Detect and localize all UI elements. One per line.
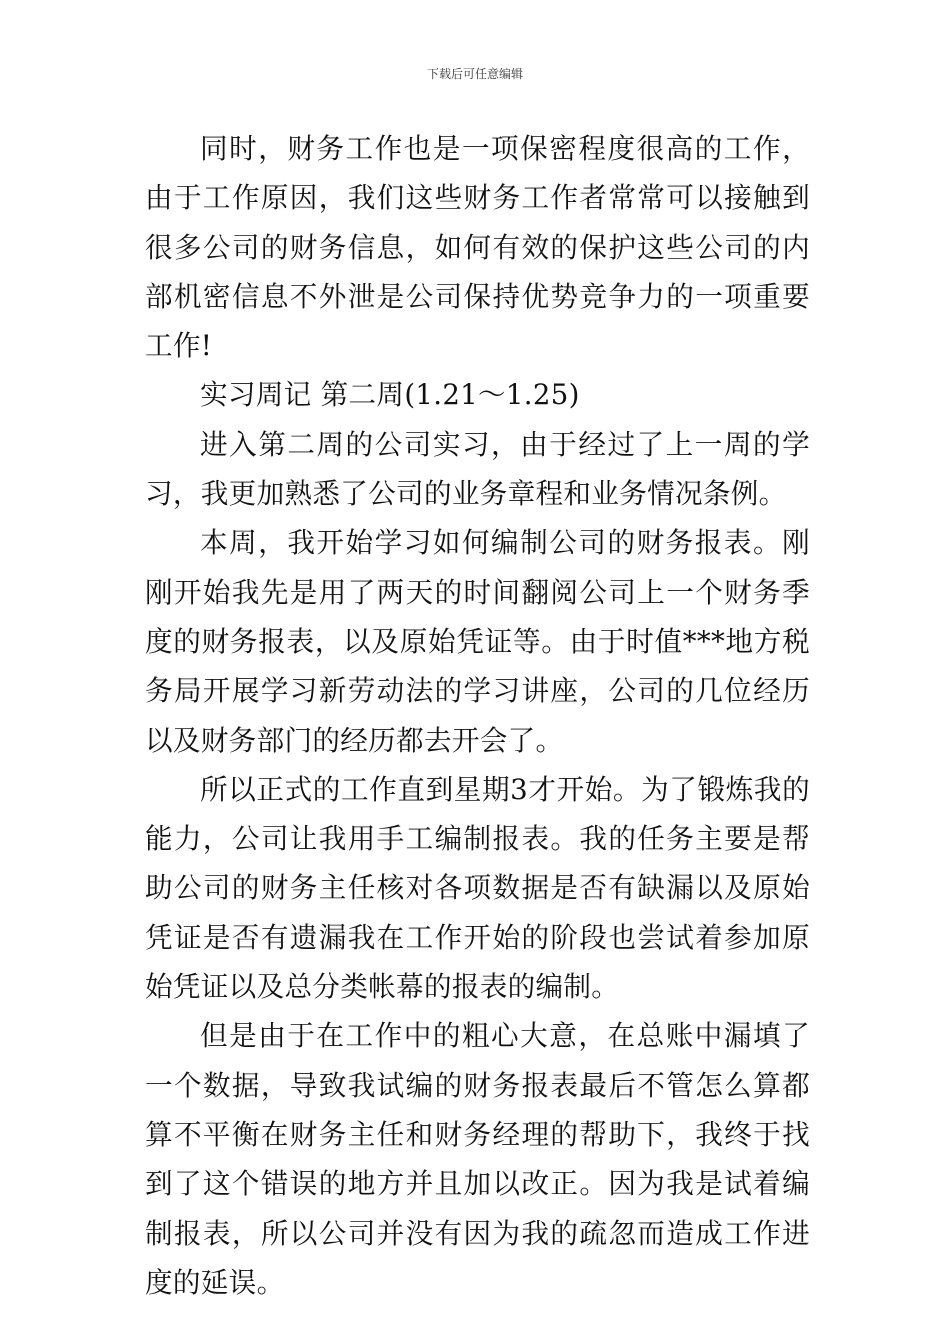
paragraph-financial-statements: 本周，我开始学习如何编制公司的财务报表。刚刚开始我先是用了两天的时间翻阅公司上一个财务季度的财务报表，以及原始凭证等。由于时值***地方税务局开展学习新劳动法的学习讲座，公司的几位经历以及财务部门的经历都去开会了。 [145, 526, 810, 757]
paragraph-week-heading: 实习周记 第二周(1.21～1.25) [200, 378, 580, 412]
paragraph-manual-reports: 所以正式的工作直到星期3才开始。为了锻炼我的能力，公司让我用手工编制报表。我的任务主要是帮助公司的财务主任核对各项数据是否有缺漏以及原始凭证是否有遗漏我在工作开始的阶段也尝试着参加原始凭证以及总分类帐幕的报表的编制。 [145, 772, 810, 1004]
page-header: 下载后可任意编辑 [426, 67, 523, 81]
document-body [145, 124, 810, 1307]
paragraph-week-intro: 进入第二周的公司实习，由于经过了上一周的学习，我更加熟悉了公司的业务章程和业务情况条例。 [145, 427, 810, 511]
paragraph-confidentiality: 同时，财务工作也是一项保密程度很高的工作，由于工作原因，我们这些财务工作者常常可以接触到很多公司的财务信息，如何有效的保护这些公司的内部机密信息不外泄是公司保持优势竞争力的一项重要工作! [145, 132, 810, 363]
paragraph-error-correction: 但是由于在工作中的粗心大意，在总账中漏填了一个数据，导致我试编的财务报表最后不管怎么算都算不平衡在财务主任和财务经理的帮助下，我终于找到了这个错误的地方并且加以改正。因为我是试着编制报表，所以公司并没有因为我的疏忽而造成工作进度的延误。 [145, 1019, 810, 1299]
